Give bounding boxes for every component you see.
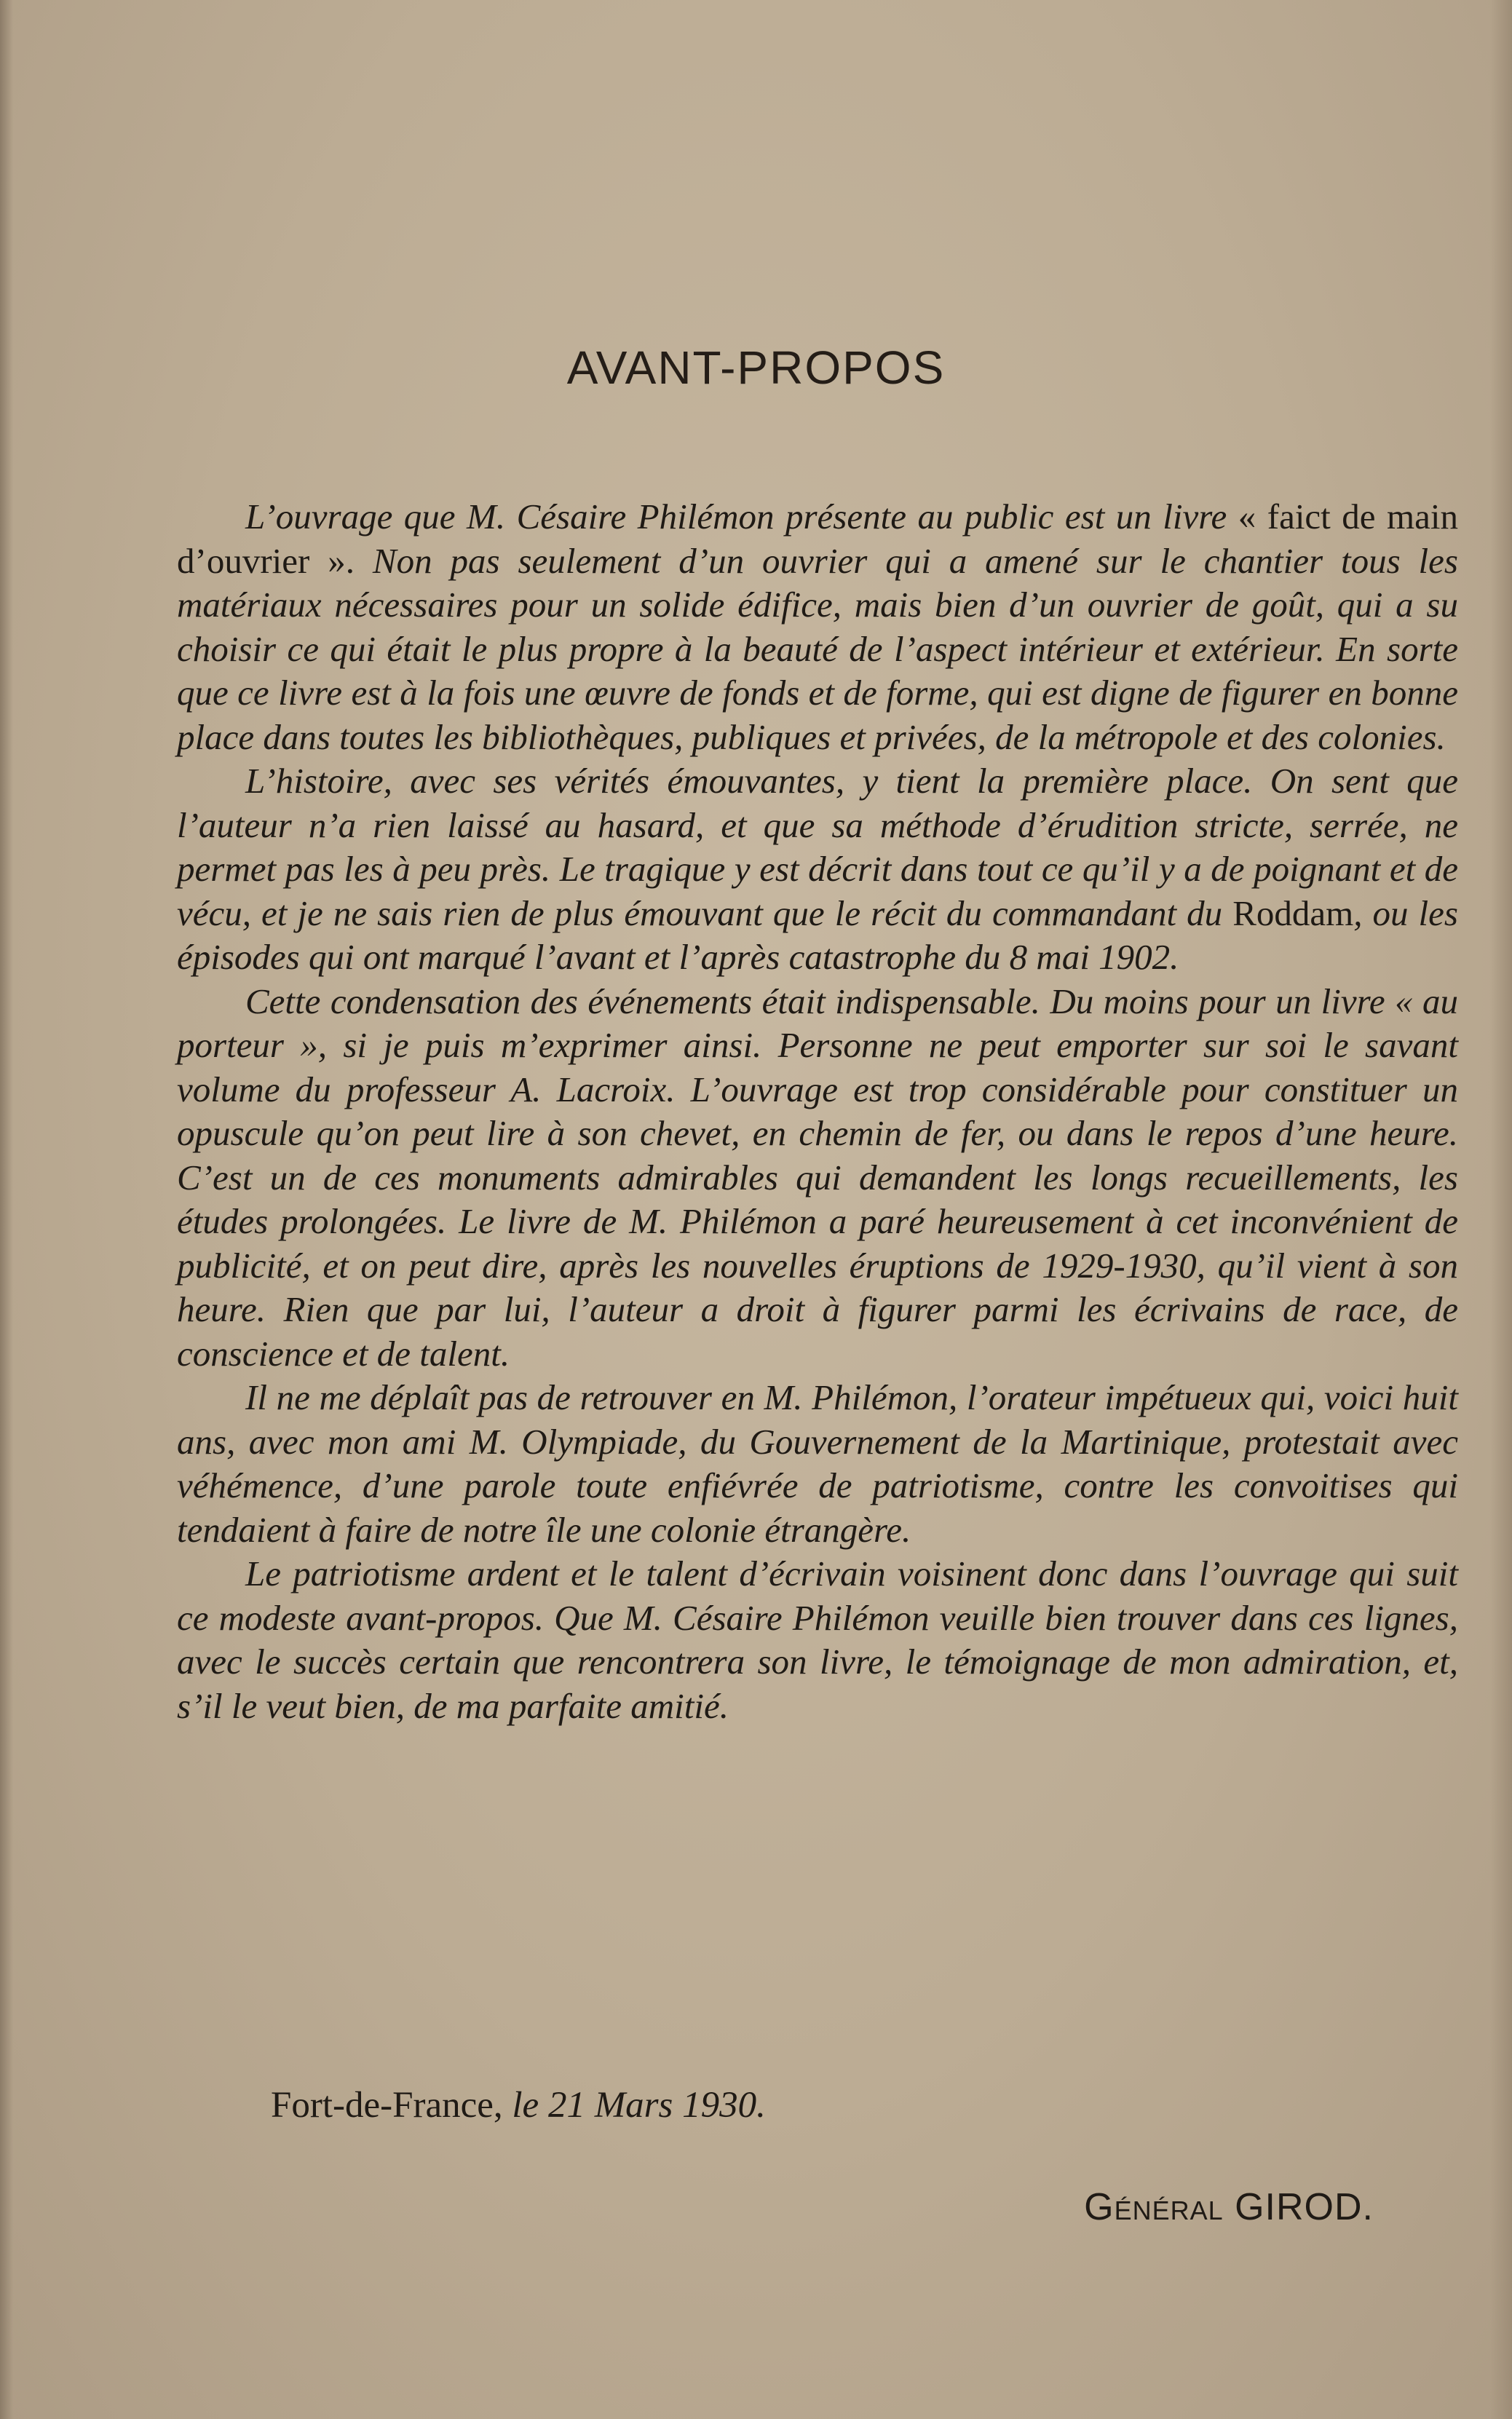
date: le 21 Mars 1930. <box>502 2085 766 2126</box>
paragraph-4: Il ne me déplaît pas de retrouver en M. Philémon, l’orateur impétueux qui, voici huit ans, avec mon ami M. Olympiade, du Gouvernement de la Martinique, protestait avec véhémence, d’une parole toute enfiévrée de patriotisme, contre les convoitises qui tendaient à faire de notre île une colonie étrangère. <box>177 1377 1458 1550</box>
paragraph-1 <box>177 495 1458 759</box>
paragraph-2-rest: , ou les épisodes qui ont marqué l’avant et l’après catastrophe du 8 mai 1902. <box>177 892 1458 977</box>
place-and-date <box>271 2083 766 2127</box>
paragraph-2-opening: L’histoire, avec ses vérités émouvantes, y tient la première place. On sent que l’auteur n’a rien laissé au hasard, et que sa méthode d’érudition stricte, serrée, ne permet pas les à peu près. Le tragique y est décrit dans tout ce qu’il y a de poignant et de vécu, et je ne sais rien de plus émouvant que le récit du commandant du <box>177 761 1458 933</box>
page-title: AVANT-PROPOS <box>566 341 946 394</box>
signature-name: GIROD. <box>1223 2186 1374 2228</box>
paragraph-5: Le patriotisme ardent et le talent d’écrivain voisinent donc dans l’ouvrage qui suit ce modeste avant-propos. Que M. Césaire Philémon veuille bien trouver dans ces lignes, avec le succès certain que rencontrera son livre, le témoignage de mon admiration, et, s’il le veut bien, de ma parfaite amitié. <box>177 1553 1458 1726</box>
place: Fort-de-France, <box>271 2085 503 2126</box>
signature <box>1084 2185 1374 2229</box>
quoted-phrase: « faict de main d’ouvrier ». <box>177 496 1458 581</box>
foreword-body <box>177 495 1458 1728</box>
ship-name: Roddam <box>1232 892 1354 933</box>
paragraph-1-rest: Non pas seulement d’un ouvrier qui a amené sur le chantier tous les matériaux nécessaires pour un solide édifice, mais bien d’un ouvrier de goût, qui a su choisir ce qui était le plus propre à la beauté de l’aspect intérieur et extérieur. En sorte que ce livre est à la fois une œuvre de fonds et de forme, qui est digne de figurer en bonne place dans toutes les bibliothèques, publiques et privées, de la métropole et des colonies. <box>177 540 1458 757</box>
paragraph-3: Cette condensation des événements était indispensable. Du moins pour un livre « au porteur », si je puis m’exprimer ainsi. Personne ne peut emporter sur soi le savant volume du professeur A. Lacroix. L’ouvrage est trop considérable pour constituer un opuscule qu’on peut lire à son chevet, en chemin de fer, ou dans le repos d’une heure. C’est un de ces monuments admirables qui demandent les longs recueillements, les études prolongées. Le livre de M. Philémon a paré heureusement à cet inconvénient de publicité, et on peut dire, après les nouvelles éruptions de 1929-1930, qu’il vient à son heure. Rien que par lui, l’auteur a droit à figurer parmi les écrivains de race, de conscience et de talent. <box>177 981 1458 1374</box>
signature-rank: Général <box>1084 2186 1224 2228</box>
paragraph-2 <box>177 759 1458 980</box>
paragraph-1-opening: L’ouvrage que M. Césaire Philémon présente au public est un livre <box>245 496 1238 537</box>
